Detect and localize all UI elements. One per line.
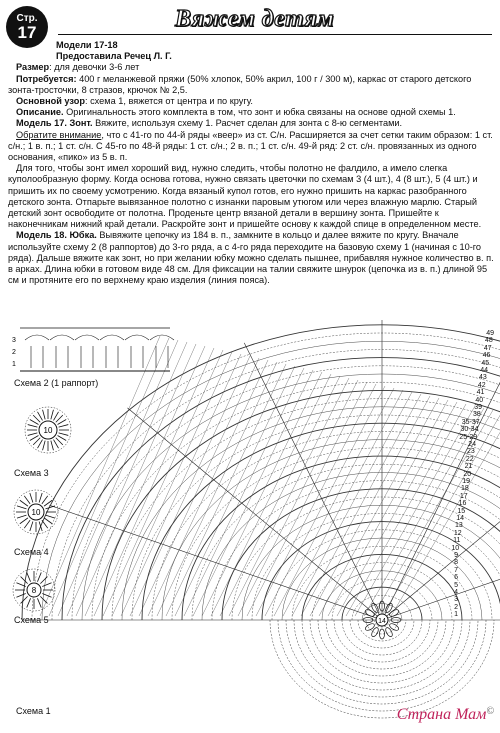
models-heading: Модели 17-18 — [56, 40, 118, 50]
scheme3-caption: Схема 3 — [14, 468, 49, 478]
article-text — [8, 40, 494, 286]
row-number: 41 — [476, 389, 485, 397]
row-number: 18 — [461, 485, 469, 493]
scheme2-row-number: 2 — [12, 349, 16, 356]
required-line: Потребуется: 400 г меланжевой пряжи (50% хлопок, 50% акрил, 100 г / 300 м), каркас от старого детского зонта-тросточки, 8 стразов, крючок № 2,5. — [8, 73, 472, 95]
page-title: Вяжем детям — [175, 6, 335, 32]
row-number: 2 — [454, 603, 458, 611]
row-number: 39 — [474, 404, 482, 411]
row-number: 45 — [481, 359, 490, 367]
row-number: 38 — [473, 411, 481, 419]
description-line: Описание. Оригинальность этого комплекта в том, что зонт и юбка связаны на основе одной схемы 1. — [16, 107, 456, 118]
scheme2-chart — [12, 328, 174, 371]
header-rule — [58, 34, 492, 35]
row-number: 8 — [454, 559, 458, 567]
row-number: 20 — [463, 470, 472, 478]
row-number: 4 — [454, 589, 458, 596]
attention-line: Обратите внимание, что с 41-го по 44-й ряды «веер» из ст. С/н. Расширяется за счет сетки таким образом: 1 ст. с/н.; 1 в. п.; 1 ст. с/н. С 45-го по 48-й ряды: 1 ст. с/н.; 2 в. п.; 1 ст. с/н. 49-й ряд: 2 ст. с/н. провязанных из одного основания, «пико» из 5 в. п. — [8, 129, 493, 163]
scheme1-center-label: 14 — [378, 618, 386, 625]
model18-line: Модель 18. Юбка. Вывяжите цепочку из 184 в. п., замкните в кольцо и далее вяжите по кругу. Вначале используйте схему 2 (8 раппортов) до 3-го ряда, а с 4-го ряда переходите на базовую схему 1 (начиная с 10-го ряда). Дальше вяжите как зонт, но при желании юбку можно сделать пышнее, прибавляя нужное количество в. п. в арках. Длина юбки в готовом виде 48 см. Для фиксации на талии свяжите шнурок (цепочка из в. п.) длиной 95 см и протяните его по верхнему краю изделия (линия пояса). — [8, 230, 494, 286]
row-number: 40 — [475, 396, 484, 404]
row-number: 35-37 — [461, 418, 480, 426]
row-number: 30-34 — [460, 426, 479, 434]
row-number: 16 — [458, 500, 467, 508]
row-number: 11 — [453, 537, 461, 545]
scheme4-center-label: 10 — [31, 508, 41, 517]
row-number: 47 — [483, 344, 492, 352]
row-number: 19 — [462, 478, 470, 485]
page-label: Стр. — [16, 13, 38, 24]
row-number: 21 — [464, 463, 473, 471]
pattern-line: Основной узор: схема 1, вяжется от центра и по кругу. — [16, 96, 253, 107]
row-number: 3 — [454, 596, 458, 604]
row-number: 13 — [455, 522, 463, 530]
scheme5-caption: Схема 5 — [14, 615, 49, 625]
row-number: 10 — [451, 544, 460, 552]
row-number: 44 — [480, 367, 488, 374]
row-number: 5 — [454, 581, 458, 589]
scheme5-center-label: 8 — [31, 586, 37, 595]
row-number: 1 — [454, 611, 458, 619]
row-number: 7 — [454, 566, 458, 574]
model17-line: Модель 17. Зонт. Вяжите, используя схему 1. Расчет сделан для зонта с 8-ю сегментами. — [16, 118, 403, 129]
scheme2-row-number: 3 — [12, 337, 16, 344]
row-number: 9 — [454, 552, 458, 559]
row-number: 42 — [477, 381, 486, 389]
scheme3-center-label: 10 — [43, 426, 53, 435]
scheme2-caption: Схема 2 (1 раппорт) — [14, 378, 99, 388]
site-watermark: Страна Мам© — [396, 706, 494, 723]
row-number: 14 — [456, 515, 464, 522]
model17-instructions: Для того, чтобы зонт имел хороший вид, нужно следить, чтобы полотно не фалдило, а имело слегка куполообразную форму. Когда основа готова, нужно связать цветочки по схемам 3 (4 шт.), 4 (8 шт.), 5 (4 шт.) и пришить их по своему усмотрению. Когда вязаный купол готов, его нужно пришить на каркас разобранного детского зонта. Отпарьте вывязанное полотно с изнанки паровым утюгом или через влажную марлю. Старый детский зонт освободите от полотна. Проденьте центр вязаной детали в вершину зонта. Пришейте к наконечникам нижний край детали. Раскройте зонт и пришейте основу к каждой спице в определенном месте. — [8, 163, 482, 230]
scheme1-caption: Схема 1 — [16, 706, 51, 716]
row-number: 12 — [453, 529, 462, 537]
row-number: 22 — [465, 455, 474, 463]
author-line: Предоставила Речец Л. Г. — [56, 51, 172, 62]
flower-charts — [13, 407, 71, 611]
row-number: 15 — [457, 507, 466, 515]
row-number: 48 — [485, 337, 493, 345]
row-number: 46 — [482, 352, 491, 360]
row-number: 23 — [467, 448, 475, 456]
row-number: 6 — [454, 574, 458, 582]
scheme4-caption: Схема 4 — [14, 547, 49, 557]
row-number: 24 — [468, 441, 476, 448]
row-number: 17 — [459, 492, 468, 500]
row-number: 49 — [486, 330, 494, 337]
crochet-diagram — [0, 316, 500, 728]
row-number: 25-29 — [459, 433, 478, 441]
scheme2-row-number: 1 — [12, 361, 16, 368]
size-line: Размер: для девочки 3-6 лет — [16, 62, 140, 73]
row-number: 43 — [479, 374, 487, 382]
page-number: 17 — [17, 23, 37, 42]
